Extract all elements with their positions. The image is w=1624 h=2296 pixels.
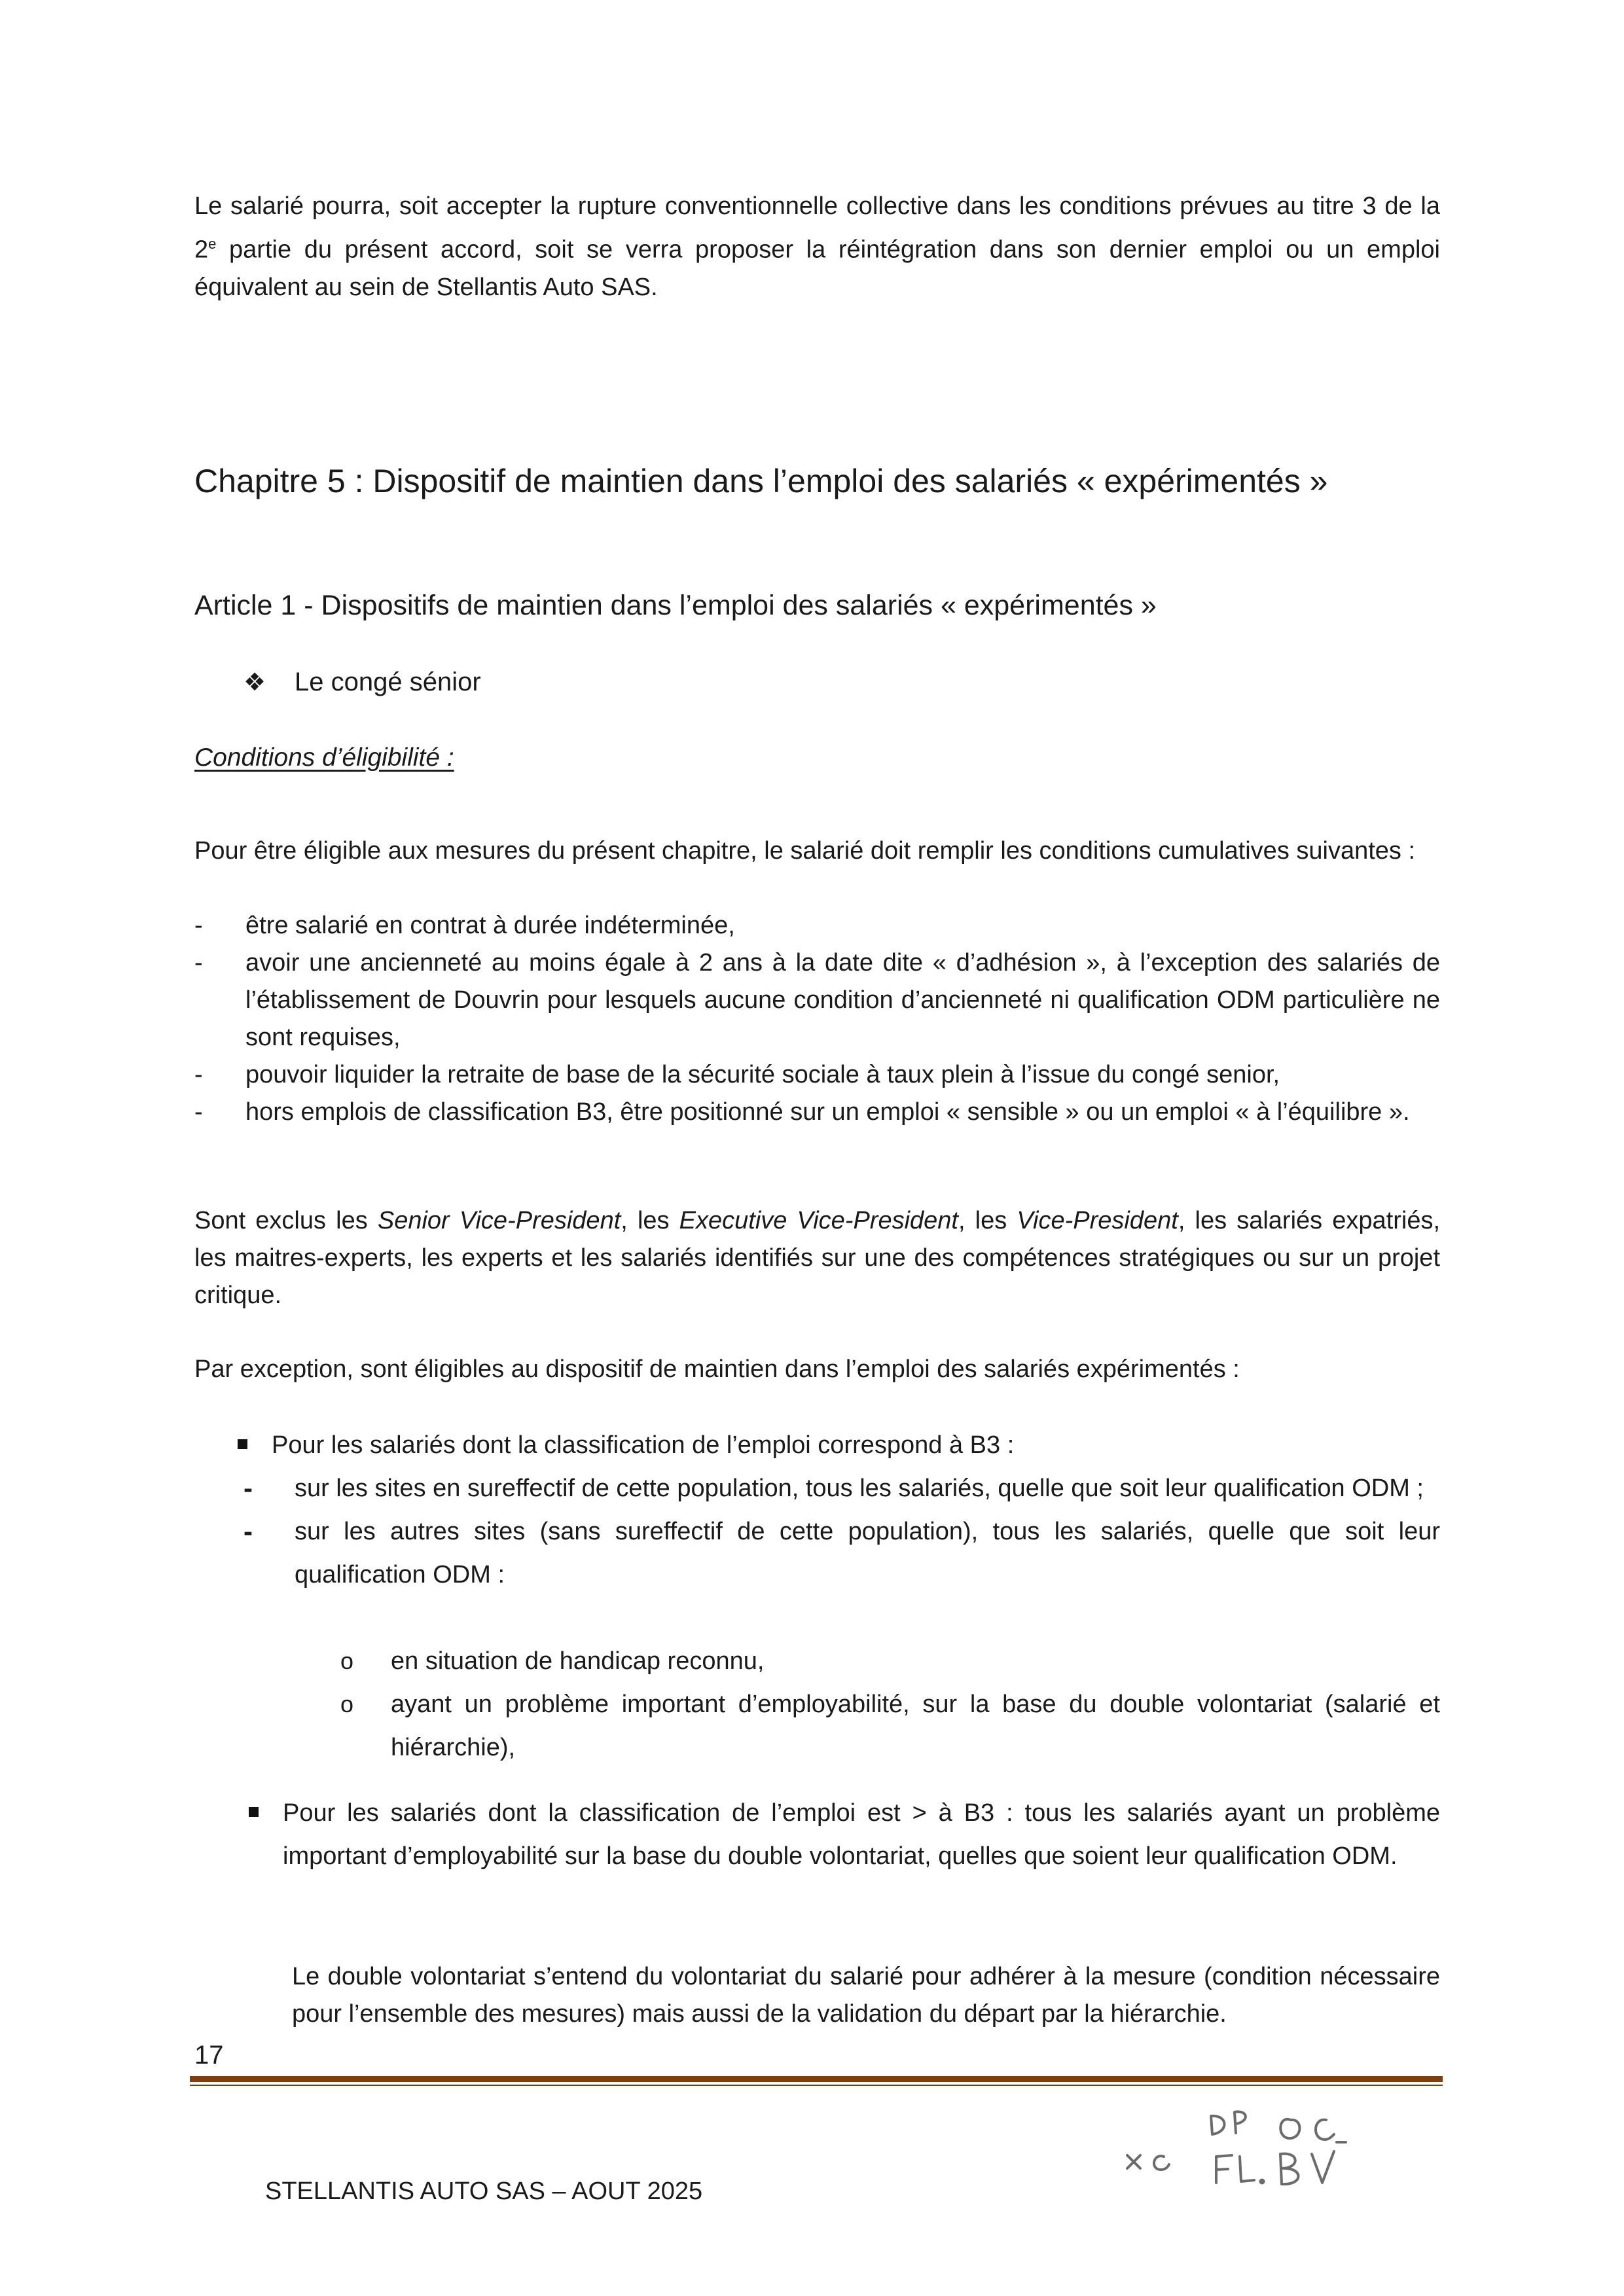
exclusions-text: Sont exclus les: [194, 1207, 378, 1234]
dash-bullet: -: [244, 1473, 253, 1503]
above-b3-text: Pour les salariés dont la classification de l’emploi est > à B3 : tous les salariés ayant un problème important d’employabilité sur la base du double volontariat, quelles que soient leur qualification ODM.: [283, 1799, 1440, 1870]
condition-text: pouvoir liquider la retraite de base de la sécurité sociale à taux plein à l’issue du congé senior,: [245, 1061, 1280, 1088]
eligibility-intro: Pour être éligible aux mesures du présent chapitre, le salarié doit remplir les conditions cumulatives suivantes :: [194, 837, 1416, 865]
condition-text: hors emplois de classification B3, être positionné sur un emploi « sensible » ou un emploi « à l’équilibre ».: [245, 1098, 1410, 1126]
square-bullet-icon: [238, 1439, 247, 1449]
double-volontariat-paragraph: Le double volontariat s’entend du volontariat du salarié pour adhérer à la mesure (condition nécessaire pour l’ensemble des mesures) mais aussi de la validation du départ par la hiérarchie.: [292, 1963, 1440, 2028]
b3-items-list: [242, 1467, 1440, 1596]
dash-bullet: -: [194, 949, 203, 977]
square-bullet-icon: [249, 1807, 259, 1817]
dash-bullet: -: [244, 1516, 253, 1547]
exclusions-text: , les: [621, 1207, 679, 1234]
conditions-list: [194, 907, 1440, 1131]
exclusions-italic: Senior Vice-President: [377, 1207, 621, 1234]
chapter-title: Chapitre 5 : Dispositif de maintien dans l’emploi des salariés « expérimentés »: [194, 463, 1328, 499]
intro-paragraph: [194, 188, 1440, 306]
list-item: [194, 1056, 1440, 1094]
list-item: [242, 1510, 1440, 1596]
b3-heading-item: [272, 1424, 1483, 1467]
diamond-bullet-icon: ❖: [244, 669, 266, 696]
list-item: [242, 1467, 1440, 1510]
footer-divider-thin: [190, 2085, 1443, 2086]
diamond-item-label: Le congé sénior: [295, 668, 481, 696]
exclusions-text: , les: [958, 1207, 1017, 1234]
intro-superscript: e: [208, 236, 217, 252]
b3-item-text: sur les sites en sureffectif de cette population, tous les salariés, quelle que soit leur qualification ODM ;: [295, 1475, 1424, 1502]
page-number: 17: [194, 2041, 224, 2070]
b3-heading-text: Pour les salariés dont la classification de l’emploi correspond à B3 :: [272, 1431, 1015, 1459]
b3-subitem-text: en situation de handicap reconnu,: [391, 1647, 765, 1675]
handwritten-initials: [1113, 2091, 1414, 2189]
circle-bullet: o: [340, 1691, 354, 1717]
list-item: [340, 1683, 1440, 1769]
exception-intro: Par exception, sont éligibles au dispositif de maintien dans l’emploi des salariés expérimentés :: [194, 1355, 1240, 1383]
condition-text: être salarié en contrat à durée indéterminée,: [245, 912, 735, 939]
list-item: [194, 944, 1440, 1056]
b3-subitems-list: [340, 1640, 1440, 1769]
b3-item-text: sur les autres sites (sans sureffectif de cette population), tous les salariés, quelle que soit leur qualification ODM :: [295, 1518, 1440, 1588]
condition-text: avoir une ancienneté au moins égale à 2 ans à la date dite « d’adhésion », à l’exception des salariés de l’établissement de Douvrin pour lesquels aucune condition d’ancienneté ni qualification ODM particulière ne sont requises,: [245, 949, 1440, 1051]
list-item: [194, 907, 1440, 944]
exclusions-paragraph: [194, 1202, 1440, 1314]
intro-text-part1: Le salarié pourra, soit accepter la rupture conventionnelle collective dans les conditions prévues au titre 3 de la 2: [194, 192, 1440, 264]
above-b3-item: [283, 1791, 1440, 1878]
exclusions-text: , les salariés expatriés, les maitres-experts, les experts et les salariés identifiés sur une des compétences stratégiques ou sur un projet critique.: [194, 1207, 1441, 1309]
dash-bullet: -: [194, 1098, 203, 1126]
diamond-list-item: [244, 662, 481, 702]
eligibility-subheading: Conditions d’éligibilité :: [194, 744, 454, 772]
b3-subitem-text: ayant un problème important d’employabilité, sur la base du double volontariat (salarié et hiérarchie),: [391, 1691, 1440, 1761]
initials-drawing: [1113, 2091, 1414, 2189]
list-item: [194, 1094, 1440, 1131]
circle-bullet: o: [340, 1647, 354, 1674]
article-title: Article 1 - Dispositifs de maintien dans l’emploi des salariés « expérimentés »: [194, 590, 1157, 621]
exclusions-italic: Vice-President: [1017, 1207, 1178, 1234]
exclusions-italic: Executive Vice-President: [679, 1207, 958, 1234]
dash-bullet: -: [194, 1061, 203, 1088]
footer-text: STELLANTIS AUTO SAS – AOUT 2025: [265, 2178, 703, 2205]
footer-divider: [190, 2076, 1443, 2082]
list-item: [340, 1640, 1440, 1683]
dash-bullet: -: [194, 912, 203, 939]
intro-text-part2: partie du présent accord, soit se verra proposer la réintégration dans son dernier emploi ou un emploi équivalent au sein de Stellantis Auto SAS.: [194, 236, 1440, 301]
